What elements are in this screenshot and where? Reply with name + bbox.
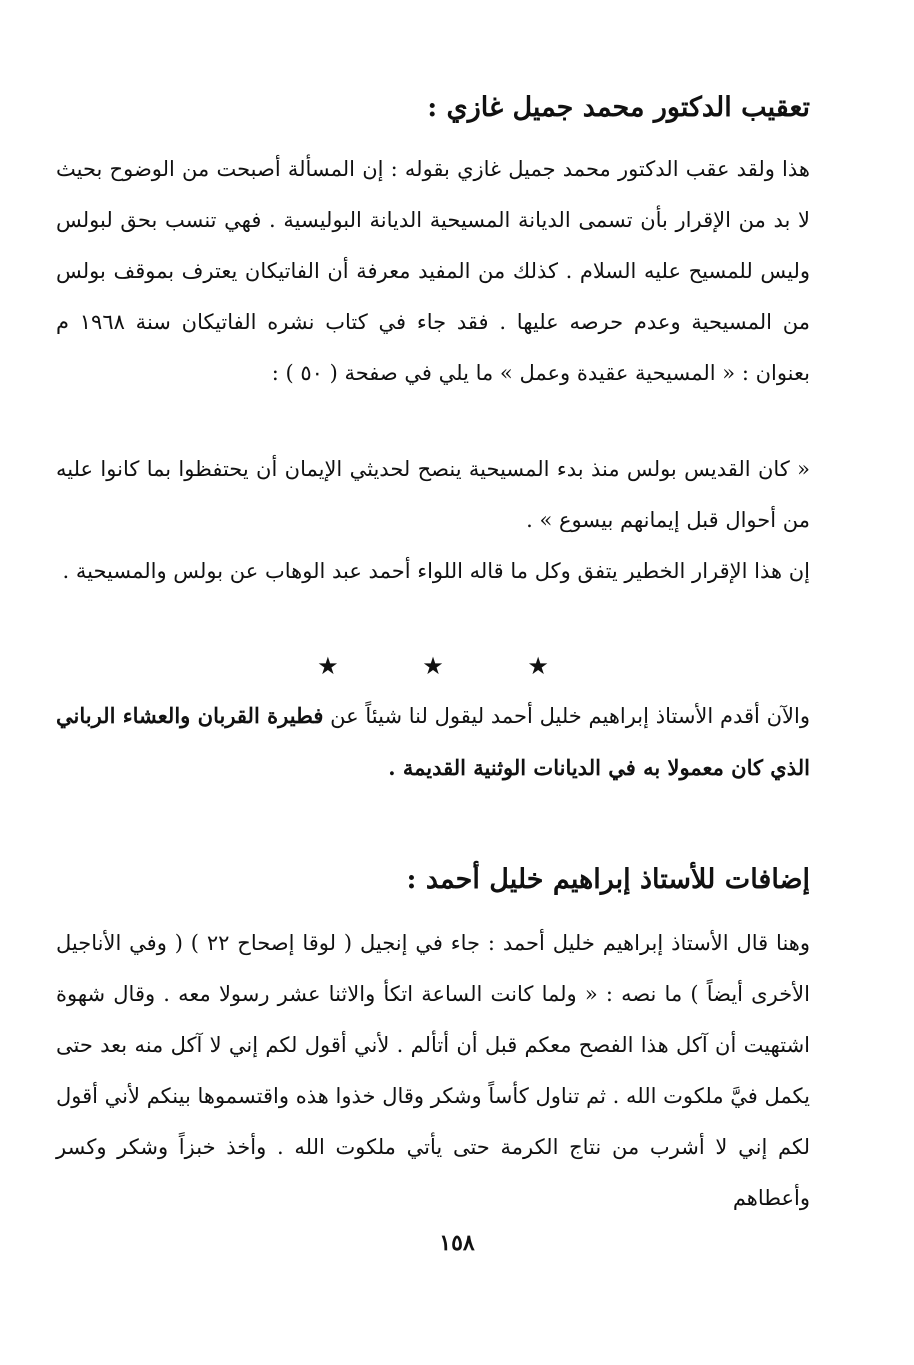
paragraph-introduction-ibrahim xyxy=(56,690,810,794)
paragraph-ghazi-statement: هذا ولقد عقب الدكتور محمد جميل غازي بقوله : إن المسألة أصبحت من الوضوح بحيث لا بد من الإقرار بأن تسمى الديانة المسيحية الديانة البوليسية . فهي تنسب بحق لبولس وليس للمسيح عليه السلام . كذلك من المفيد معرفة أن الفاتيكان يعترف بموقف بولس من المسيحية وعدم حرصه عليها . فقد جاء في كتاب نشره الفاتيكان سنة ١٩٦٨ م بعنوان : « المسيحية عقيدة وعمل » ما يلي في صفحة ( ٥٠ ) : xyxy=(56,157,810,385)
section-separator-stars: ★ ★ ★ xyxy=(317,652,587,680)
section-heading-ibrahim-additions: إضافات للأستاذ إبراهيم خليل أحمد : xyxy=(406,864,810,895)
page-number: ١٥٨ xyxy=(439,1230,475,1256)
paragraph-confession-agreement: إن هذا الإقرار الخطير يتفق وكل ما قاله اللواء أحمد عبد الوهاب عن بولس والمسيحية . xyxy=(62,559,810,583)
intro-bold-topic: فطيرة القربان والعشاء الرباني الذي كان معمولا به في الديانات الوثنية القديمة . xyxy=(56,703,810,780)
quote-vatican-book: « كان القديس بولس منذ بدء المسيحية ينصح لحديثي الإيمان أن يحتفظوا بما كانوا عليه من أحوال قبل إيمانهم بيسوع » . xyxy=(56,457,810,532)
paragraph-luke-gospel-quote: وهنا قال الأستاذ إبراهيم خليل أحمد : جاء في إنجيل ( لوقا إصحاح ٢٢ ) ( وفي الأناجيل الأخرى أيضاً ) ما نصه : « ولما كانت الساعة اتكأ والاثنا عشر رسولا معه . وقال شهوة اشتهيت أن آكل هذا الفصح معكم قبل أن أتألم . لأني أقول لكم إني لا آكل منه بعد حتى يكمل فيَّ ملكوت الله . ثم تناول كأساً وشكر وقال خذوا هذه واقتسموها بينكم لأني أقول لكم إني لا أشرب من نتاج الكرمة حتى يأتي ملكوت الله . وأخذ خبزاً وشكر وكسر وأعطاهم xyxy=(56,931,810,1210)
intro-text: والآن أقدم الأستاذ إبراهيم خليل أحمد ليقول لنا شيئاً عن xyxy=(330,704,810,728)
section-heading-ghazi-commentary: تعقيب الدكتور محمد جميل غازي : xyxy=(427,92,810,123)
